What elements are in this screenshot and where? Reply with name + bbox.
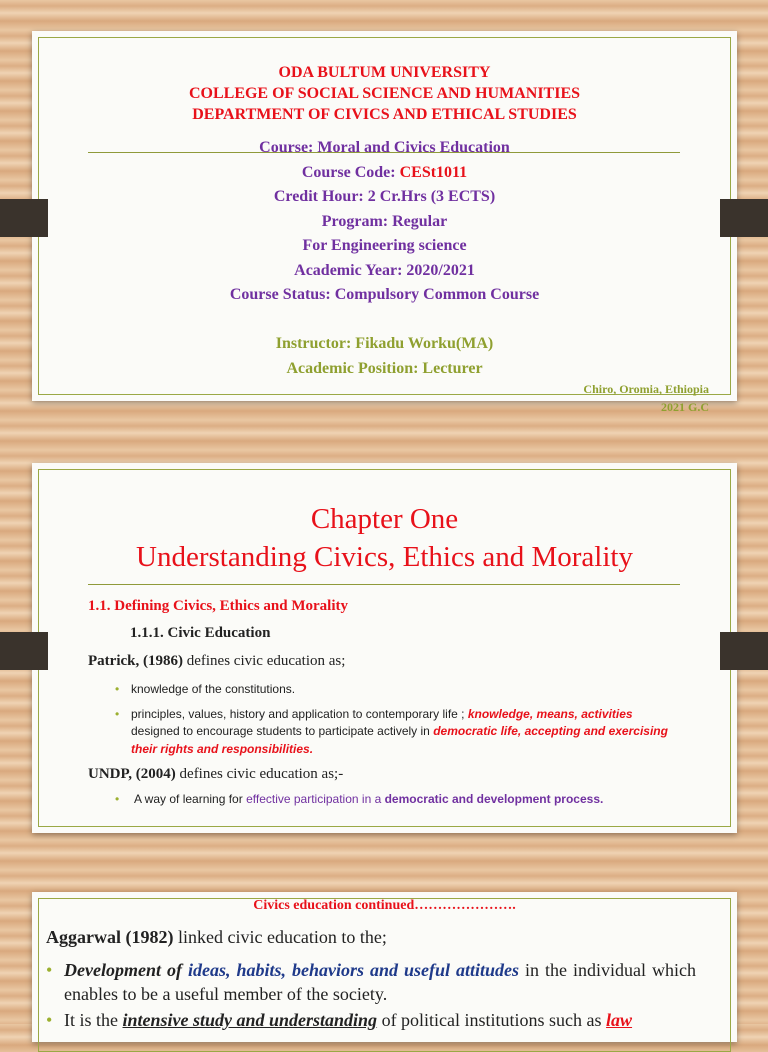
undp-definition: UNDP, (2004) defines civic education as;- <box>88 766 344 782</box>
divider-line <box>88 584 680 585</box>
patrick-definition: Patrick, (1986) defines civic education as; <box>88 653 346 669</box>
aggarwal-bullets <box>46 958 696 1032</box>
location: Chiro, Oromia, Ethiopia <box>583 382 709 396</box>
program: Program: Regular <box>321 212 448 230</box>
list-item: • It is the intensive study and understanding of political institutions such as law <box>46 1010 633 1030</box>
course-info <box>32 136 737 308</box>
course-code-value: CESt1011 <box>399 163 468 181</box>
instructor-info <box>32 332 737 381</box>
slide-tab-left <box>0 632 48 670</box>
section-heading: 1.1. Defining Civics, Ethics and Morality <box>88 598 349 614</box>
list-item: • knowledge of the constitutions. <box>115 682 296 696</box>
chapter-number: Chapter One <box>310 503 459 535</box>
slide-tab-right <box>720 632 768 670</box>
course-code: Course Code: CESt1011 <box>301 163 468 181</box>
undp-bullets <box>115 792 675 806</box>
slide-tab-right <box>720 199 768 237</box>
location-date <box>583 380 709 416</box>
continued-slide <box>32 892 737 1042</box>
chapter-heading <box>32 500 737 576</box>
university-heading <box>32 62 737 125</box>
academic-position: Academic Position: Lecturer <box>286 359 483 377</box>
target-program: For Engineering science <box>302 237 467 254</box>
course-status: Course Status: Compulsory Common Course <box>229 286 540 303</box>
date: 2021 G.C <box>661 400 709 414</box>
list-item: • A way of learning for effective participation in a democratic and development process. <box>115 792 604 806</box>
university-name: ODA BULTUM UNIVERSITY <box>278 64 491 81</box>
chapter-title: Understanding Civics, Ethics and Morality <box>136 541 633 573</box>
list-item: • principles, values, history and application to contemporary life ; knowledge, means, activities designed to encourage students to participate actively in democratic life, accepting and exercising their rights and responsibilities. <box>115 706 668 756</box>
title-slide <box>32 31 737 414</box>
academic-year: Academic Year: 2020/2021 <box>294 261 475 279</box>
slide-tab-left <box>0 199 48 237</box>
subsection-heading: 1.1.1. Civic Education <box>130 625 271 641</box>
instructor-name: Instructor: Fikadu Worku(MA) <box>275 335 494 352</box>
department-name: DEPARTMENT OF CIVICS AND ETHICAL STUDIES <box>192 106 577 123</box>
list-item: • Development of ideas, habits, behaviors and useful attitudes in the individual which enables to be a useful member of the society. <box>46 960 696 1004</box>
aggarwal-definition: Aggarwal (1982) linked civic education to the; <box>46 927 387 947</box>
chapter-slide <box>32 463 737 833</box>
slide-header: Civics education continued…………………. <box>253 898 516 913</box>
credit-hour: Credit Hour: 2 Cr.Hrs (3 ECTS) <box>273 188 496 205</box>
course-name: Course: Moral and Civics Education <box>259 139 510 156</box>
patrick-bullets <box>115 681 675 758</box>
college-name: COLLEGE OF SOCIAL SCIENCE AND HUMANITIES <box>188 85 581 102</box>
